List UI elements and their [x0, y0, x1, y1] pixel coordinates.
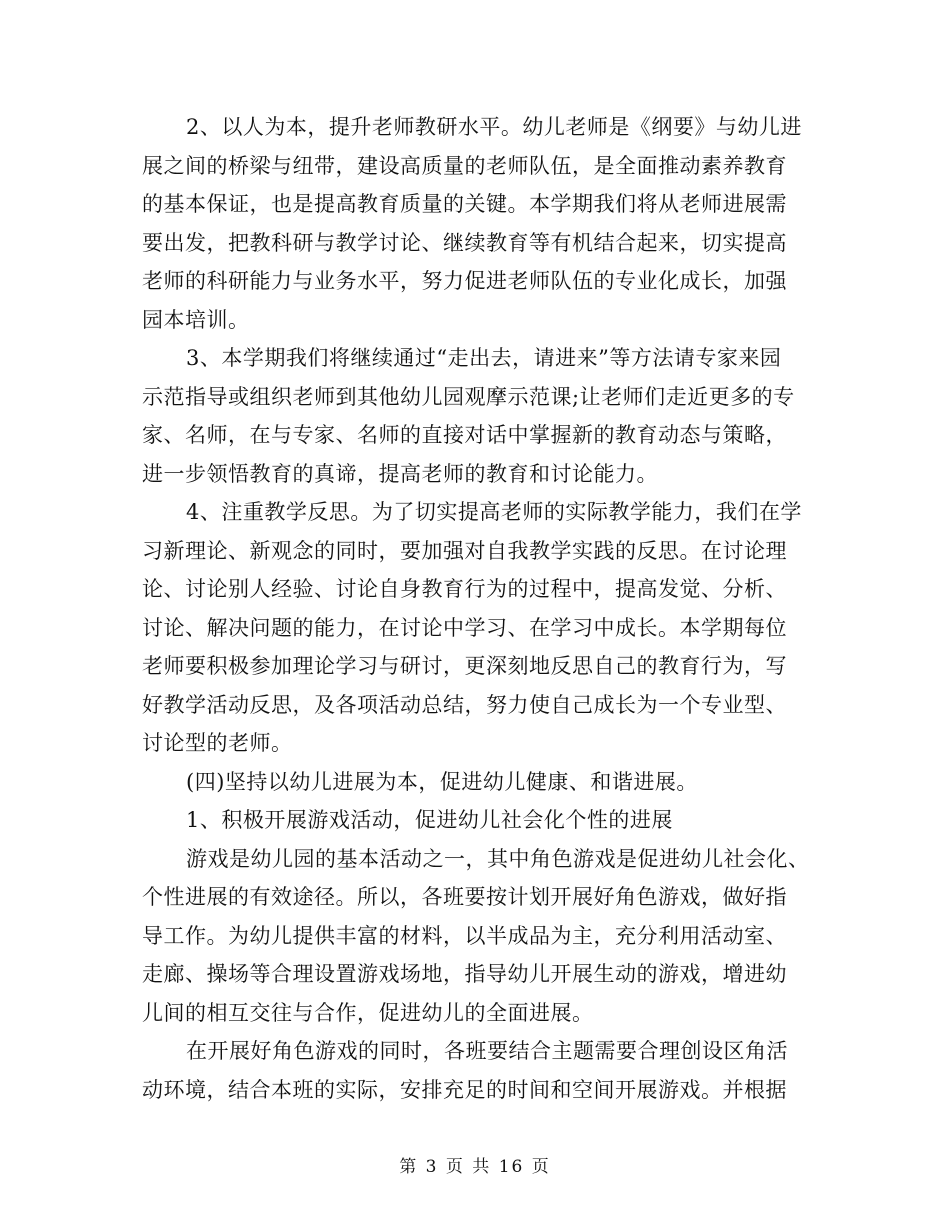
text-line: 在开展好角色游戏的同时，各班要结合主题需要合理创设区角活 — [186, 1039, 788, 1063]
text-line: 的基本保证，也是提高教育质量的关键。本学期我们将从老师进展需 — [142, 192, 787, 216]
text-line: 儿间的相互交往与合作，促进幼儿的全面进展。 — [142, 1000, 594, 1025]
text-line: 动环境，结合本班的实际，安排充足的时间和空间开展游戏。并根据 — [142, 1077, 787, 1102]
section-heading — [142, 763, 812, 802]
text-line: 1、积极开展游戏活动，促进幼儿社会化个性的进展 — [186, 808, 673, 832]
paragraph-role-play — [142, 840, 812, 1033]
text-line: 展之间的桥梁与纽带，建设高质量的老师队伍，是全面推动素养教育 — [142, 153, 787, 178]
text-line: 个性进展的有效途径。所以，各班要按计划开展好角色游戏，做好指 — [142, 885, 787, 909]
text-line: 家、名师，在与专家、名师的直接对话中掌握新的教育动态与策略， — [142, 423, 787, 447]
text-line: 好教学活动反思，及各项活动总结，努力使自己成长为一个专业型、 — [142, 692, 787, 717]
paragraph-corner-activities — [142, 1032, 812, 1109]
text-line: 园本培训。 — [142, 307, 250, 332]
text-line: 2、以人为本，提升老师教研水平。幼儿老师是《纲要》与幼儿进 — [186, 115, 802, 139]
paragraph-teacher-research — [142, 108, 812, 339]
text-line: (四)坚持以幼儿进展为本，促进幼儿健康、和谐进展。 — [186, 769, 698, 794]
page-number-footer: 第 3 页 共 16 页 — [399, 1157, 551, 1177]
text-line: 讨论、解决问题的能力，在讨论中学习、在学习中成长。本学期每位 — [142, 615, 787, 640]
text-line: 走廊、操场等合理设置游戏场地，指导幼儿开展生动的游戏，增进幼 — [142, 962, 787, 986]
text-line: 讨论型的老师。 — [142, 731, 293, 755]
document-body — [142, 108, 812, 1109]
text-line: 示范指导或组织老师到其他幼儿园观摩示范课;让老师们走近更多的专 — [142, 384, 795, 409]
text-line: 游戏是幼儿园的基本活动之一，其中角色游戏是促进幼儿社会化、 — [186, 846, 810, 871]
text-line: 习新理论、新观念的同时，要加强对自我教学实践的反思。在讨论理 — [142, 538, 787, 563]
text-line: 老师的科研能力与业务水平，努力促进老师队伍的专业化成长，加强 — [142, 269, 787, 293]
text-line: 进一步领悟教育的真谛，提高老师的教育和讨论能力。 — [142, 461, 658, 486]
paragraph-teaching-reflection — [142, 493, 812, 763]
text-line: 导工作。为幼儿提供丰富的材料，以半成品为主，充分利用活动室、 — [142, 923, 787, 948]
text-line: 4、注重教学反思。为了切实提高老师的实际教学能力，我们在学 — [186, 500, 802, 524]
text-line: 老师要积极参加理论学习与研讨，更深刻地反思自己的教育行为，写 — [142, 654, 787, 678]
paragraph-expert-guidance — [142, 339, 812, 493]
text-line: 要出发，把教科研与教学讨论、继续教育等有机结合起来，切实提高 — [142, 230, 787, 255]
text-line: 3、本学期我们将继续通过“走出去，请进来”等方法请专家来园 — [186, 346, 782, 370]
subsection-heading — [142, 801, 812, 840]
text-line: 论、讨论别人经验、讨论自身教育行为的过程中，提高发觉、分析、 — [142, 577, 787, 601]
